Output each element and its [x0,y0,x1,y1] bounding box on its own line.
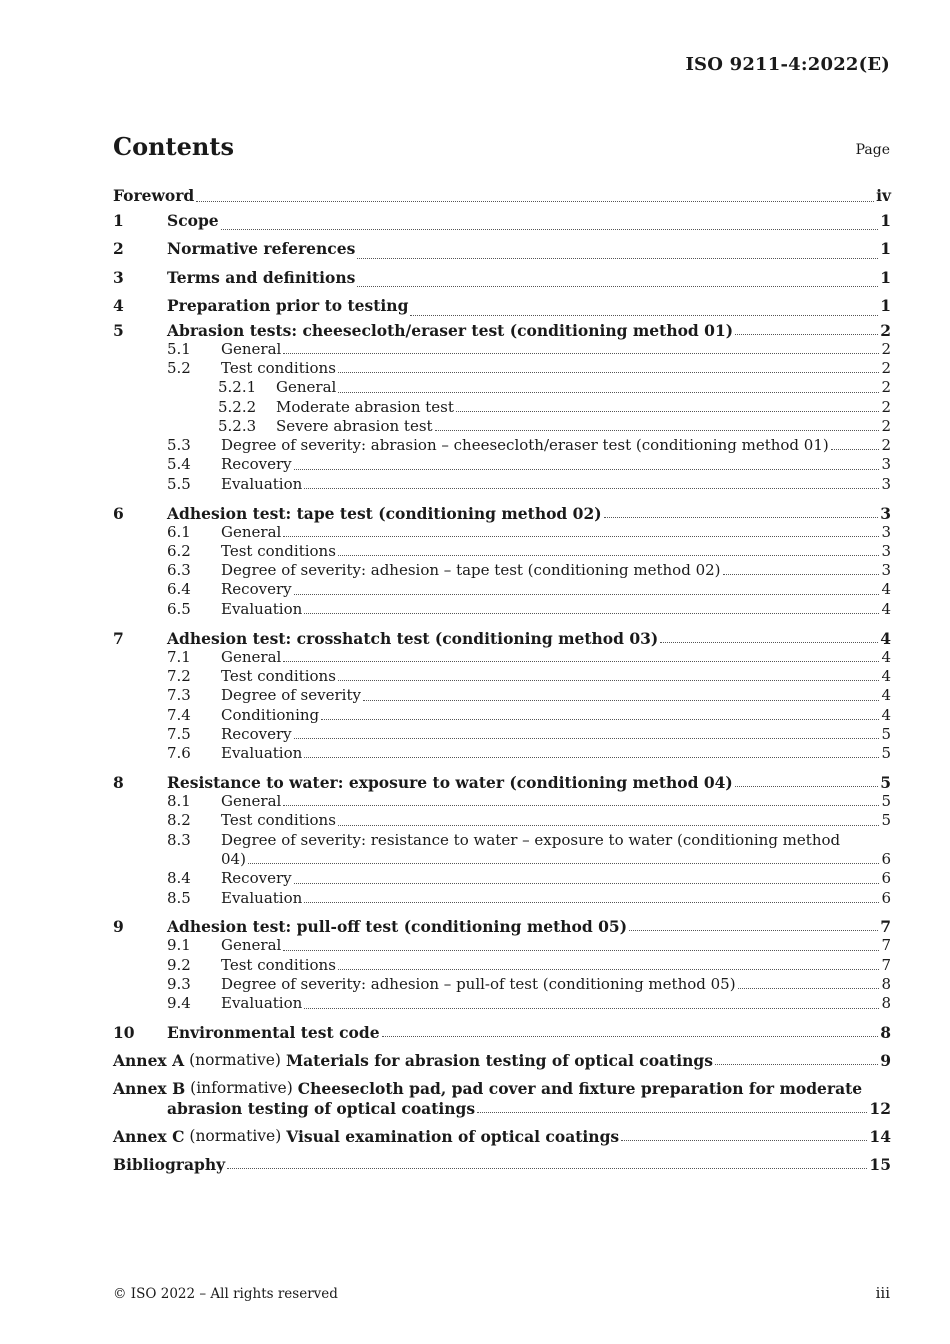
dot-leader [338,680,880,681]
toc-entry-number: 3 [113,267,124,287]
toc-entry-number: 7.5 [167,724,191,743]
toc-entry-number: 5.2.3 [218,416,257,435]
toc-entry-page: 2 [881,339,891,358]
toc-entry-title-cont: 04) [221,849,246,868]
dot-leader [338,392,879,393]
page-column-heading: Page [855,142,890,158]
toc-entry-page: 2 [881,358,891,377]
toc-entry-page: 6 [881,888,891,907]
toc-entry-page: 4 [881,647,891,666]
dot-leader [723,574,880,575]
toc-entry-title: Adhesion test: pull-off test (conditioning method 05) [167,917,628,937]
toc-entry-page: 6 [881,869,891,888]
toc-entry-title: Degree of severity: resistance to water – exposure to water (conditioning method [221,830,841,849]
dot-leader [304,1008,879,1009]
toc-entry-number: 6.4 [167,580,191,599]
dot-leader [735,334,878,335]
dot-leader [227,1168,867,1169]
toc-entry-number: 6 [113,503,124,523]
toc-entry-page: 1 [880,267,891,287]
toc-section-5[interactable] [113,321,891,340]
toc-entry-number: 7.6 [167,744,191,763]
annex-label: Annex B [113,1079,186,1099]
dot-leader [629,930,878,931]
toc-entry-title: Severe abrasion test [276,416,433,435]
dot-leader [294,469,880,470]
toc-entry-page: 1 [880,239,891,259]
toc-entry-page: 5 [881,811,891,830]
toc-entry-number: 9.3 [167,975,191,994]
contents-title: Contents [113,132,234,161]
toc-entry-title: Evaluation [221,888,303,907]
dot-leader [715,1064,878,1065]
toc-entry-number: 5.4 [167,455,191,474]
toc-entry-number: 8.4 [167,869,191,888]
toc-entry-number: 6.3 [167,561,191,580]
toc-bibliography[interactable] [113,1155,891,1174]
page-number: iii [875,1284,890,1302]
toc-entry-number: 5.2.1 [218,378,257,397]
toc-subsection-6-2[interactable] [113,542,891,561]
annex-title: Visual examination of optical coatings [286,1126,620,1146]
toc-subsection-5-3[interactable] [113,436,891,455]
dot-leader [294,738,880,739]
annex-label: Annex A [113,1051,185,1071]
copyright-notice: © ISO 2022 – All rights reserved [113,1286,338,1302]
toc-entry-page: 7 [880,917,891,937]
toc-entry-number: 5.5 [167,474,191,493]
toc-section-6[interactable] [113,504,891,523]
toc-section-2[interactable] [113,235,891,263]
toc-subsection-9-2[interactable] [113,956,891,975]
dot-leader [283,661,879,662]
toc-entry-title: Test conditions [221,666,336,685]
dot-leader [621,1140,867,1141]
toc-entry-page: 4 [880,628,891,648]
dot-leader [660,642,878,643]
dot-leader [357,286,878,287]
toc-entry-number: 8.3 [167,830,191,849]
toc-entry-page: 3 [881,522,891,541]
toc-entry-number: 9.4 [167,994,191,1013]
toc-entry-number: 8.1 [167,792,191,811]
toc-entry-page: 3 [881,455,891,474]
toc-entry-title: Conditioning [221,705,320,724]
dot-leader [357,258,878,259]
dot-leader [477,1112,867,1113]
toc-entry-title: Degree of severity: adhesion – tape test (conditioning method 02) [221,561,721,580]
toc-subsection-7-6[interactable] [113,744,891,763]
dot-leader [735,786,878,787]
toc-entry-title: General [221,792,282,811]
dot-leader [304,613,879,614]
toc-entry-title: Recovery [221,869,292,888]
toc-subsection-7-5[interactable] [113,725,891,744]
toc-section-7[interactable] [113,629,891,648]
toc-entry-page: 14 [869,1126,891,1146]
toc-entry-page: 4 [881,666,891,685]
annex-type: (informative) [190,1079,293,1098]
toc-subsection-7-2[interactable] [113,667,891,686]
annex-label: Annex C [113,1126,185,1146]
toc-entry-title: General [221,522,282,541]
toc-entry-title: Evaluation [221,744,303,763]
toc-entry-page: 4 [881,686,891,705]
toc-entry-page: 15 [869,1154,891,1174]
toc-subsection-5-2[interactable] [113,359,891,378]
toc-entry-page: 5 [881,744,891,763]
toc-entry-title: General [221,339,282,358]
toc-subsection-7-4[interactable] [113,706,891,725]
toc-subsection-6-5[interactable] [113,600,891,619]
toc-subsection-5-2-3[interactable] [113,417,891,436]
toc-foreword[interactable] [113,185,891,207]
toc-entry-title: Bibliography [113,1154,226,1174]
dot-leader [435,430,880,431]
toc-subsection-5-1[interactable] [113,340,891,359]
toc-entry-number: 6.1 [167,522,191,541]
dot-leader [248,863,880,864]
toc-entry-number: 7.1 [167,647,191,666]
dot-leader [363,700,880,701]
toc-subsection-7-1[interactable] [113,648,891,667]
toc-entry-title: Degree of severity [221,686,361,705]
toc-subsection-8-2[interactable] [113,811,891,830]
toc-entry-number: 5 [113,320,124,340]
toc-entry-number: 7.2 [167,666,191,685]
toc-entry-title: General [221,936,282,955]
toc-entry-number: 5.2 [167,358,191,377]
dot-leader [294,883,880,884]
toc-entry-line1 [113,831,891,850]
toc-section-3[interactable] [113,264,891,292]
toc-entry-page: iv [876,186,891,205]
dot-leader [410,315,878,316]
toc-entry-title: Scope [167,211,219,230]
dot-leader [456,411,880,412]
toc-entry-page: 8 [881,975,891,994]
toc-entry-page: 2 [881,397,891,416]
toc-annex-a[interactable] [113,1051,891,1070]
toc-subsection-5-2-2[interactable] [113,398,891,417]
toc-entry-page: 7 [881,955,891,974]
annex-type: (normative) [189,1126,282,1145]
toc-entry-page: 3 [881,541,891,560]
annex-title-cont: abrasion testing of optical coatings [167,1098,476,1118]
dot-leader [304,488,879,489]
toc-section-1[interactable] [113,207,891,235]
toc-entry-title: General [276,378,337,397]
dot-leader [831,449,880,450]
toc-annex-b[interactable] [113,1079,891,1118]
toc-entry-number: 8 [113,773,124,793]
toc-entry-number: 7.4 [167,705,191,724]
toc-subsection-9-4[interactable] [113,994,891,1013]
dot-leader [294,594,880,595]
toc-entry-page: 6 [881,849,891,868]
toc-entry-number: 7.3 [167,686,191,705]
annex-title: Cheesecloth pad, pad cover and fixture preparation for moderate [297,1079,863,1099]
toc-annex-c[interactable] [113,1127,891,1146]
annex-type: (normative) [189,1051,281,1070]
dot-leader [283,353,879,354]
toc-entry-page: 5 [880,773,891,793]
table-of-contents [113,185,891,1174]
toc-entry-title: Test conditions [221,811,336,830]
toc-subsection-9-3[interactable] [113,975,891,994]
annex-title: Materials for abrasion testing of optical coatings [285,1051,713,1071]
toc-entry-line2 [113,850,891,869]
dot-leader [304,902,879,903]
toc-subsection-8-1[interactable] [113,792,891,811]
toc-entry-page: 9 [880,1051,891,1071]
dot-leader [321,719,879,720]
document-id: ISO 9211-4:2022(E) [685,54,890,75]
toc-entry-title: Preparation prior to testing [167,296,409,316]
toc-entry-title: Recovery [221,455,292,474]
toc-section-8[interactable] [113,773,891,792]
toc-entry-page: 3 [881,474,891,493]
dot-leader [196,201,874,202]
toc-entry-number: 5.2.2 [218,397,257,416]
dot-leader [304,757,879,758]
toc-entry-number: 2 [113,239,124,259]
dot-leader [382,1036,879,1037]
toc-entry-number: 8.2 [167,811,191,830]
toc-entry-title: Recovery [221,580,292,599]
toc-entry-page: 8 [881,994,891,1013]
toc-entry-number: 9 [113,917,124,937]
toc-entry-page: 2 [881,378,891,397]
toc-entry-title: Adhesion test: crosshatch test (conditioning method 03) [167,628,659,648]
toc-entry-number: 10 [113,1023,135,1043]
dot-leader [338,372,880,373]
toc-section-10[interactable] [113,1023,891,1042]
toc-entry-title: Moderate abrasion test [276,397,454,416]
toc-entry-page: 2 [880,320,891,340]
toc-entry-title: Abrasion tests: cheesecloth/eraser test (conditioning method 01) [167,320,734,340]
toc-entry-title: Normative references [167,239,356,259]
toc-entry-number: 7 [113,628,124,648]
toc-entry-page: 1 [880,211,891,230]
toc-entry-page: 4 [881,599,891,618]
toc-entry-title: Terms and definitions [167,267,356,287]
toc-entry-page: 7 [881,936,891,955]
toc-annex-line2 [113,1099,891,1118]
toc-entry-title: Evaluation [221,474,303,493]
toc-entry-number: 5.3 [167,436,191,455]
toc-entry-title: Recovery [221,724,292,743]
toc-entry-page: 8 [880,1023,891,1043]
dot-leader [221,229,879,230]
toc-entry-title: Test conditions [221,955,336,974]
toc-subsection-5-2-1[interactable] [113,378,891,397]
toc-entry-page: 12 [869,1098,891,1118]
toc-entry-title: General [221,647,282,666]
toc-section-9[interactable] [113,917,891,936]
toc-subsection-5-5[interactable] [113,475,891,494]
toc-entry-page: 3 [880,503,891,523]
toc-subsection-8-4[interactable] [113,869,891,888]
dot-leader [283,536,879,537]
dot-leader [338,555,880,556]
toc-annex-line1 [113,1079,891,1098]
toc-subsection-6-4[interactable] [113,580,891,599]
toc-entry-page: 5 [881,724,891,743]
toc-entry-title: Evaluation [221,994,303,1013]
toc-entry-number: 9.2 [167,955,191,974]
dot-leader [338,825,880,826]
toc-entry-number: 4 [113,296,124,316]
toc-entry-title: Resistance to water: exposure to water (conditioning method 04) [167,773,733,793]
toc-subsection-8-3[interactable] [113,831,891,870]
toc-entry-page: 4 [881,580,891,599]
toc-entry-title: Evaluation [221,599,303,618]
toc-entry-page: 2 [881,416,891,435]
toc-entry-number: 8.5 [167,888,191,907]
toc-entry-page: 5 [881,792,891,811]
toc-entry-number: 1 [113,211,124,230]
dot-leader [283,805,879,806]
dot-leader [338,969,880,970]
toc-subsection-6-3[interactable] [113,561,891,580]
toc-subsection-7-3[interactable] [113,686,891,705]
toc-entry-page: 3 [881,561,891,580]
toc-entry-title: Test conditions [221,358,336,377]
toc-entry-page: 4 [881,705,891,724]
toc-entry-page: 1 [880,296,891,316]
toc-subsection-6-1[interactable] [113,523,891,542]
toc-subsection-8-5[interactable] [113,889,891,908]
toc-entry-title: Degree of severity: abrasion – cheesecloth/eraser test (conditioning method 01) [221,436,829,455]
toc-entry-number: 6.2 [167,541,191,560]
toc-entry-title: Foreword [113,186,195,205]
toc-entry-number: 5.1 [167,339,191,358]
toc-entry-number: 6.5 [167,599,191,618]
toc-entry-number: 9.1 [167,936,191,955]
toc-section-4[interactable] [113,292,891,320]
toc-entry-title: Degree of severity: adhesion – pull-of test (conditioning method 05) [221,975,736,994]
dot-leader [604,517,879,518]
dot-leader [738,988,880,989]
toc-subsection-9-1[interactable] [113,936,891,955]
toc-entry-title: Adhesion test: tape test (conditioning method 02) [167,503,602,523]
toc-entry-page: 2 [881,436,891,455]
toc-entry-title: Test conditions [221,541,336,560]
toc-subsection-5-4[interactable] [113,455,891,474]
dot-leader [283,950,879,951]
toc-entry-title: Environmental test code [167,1023,380,1043]
